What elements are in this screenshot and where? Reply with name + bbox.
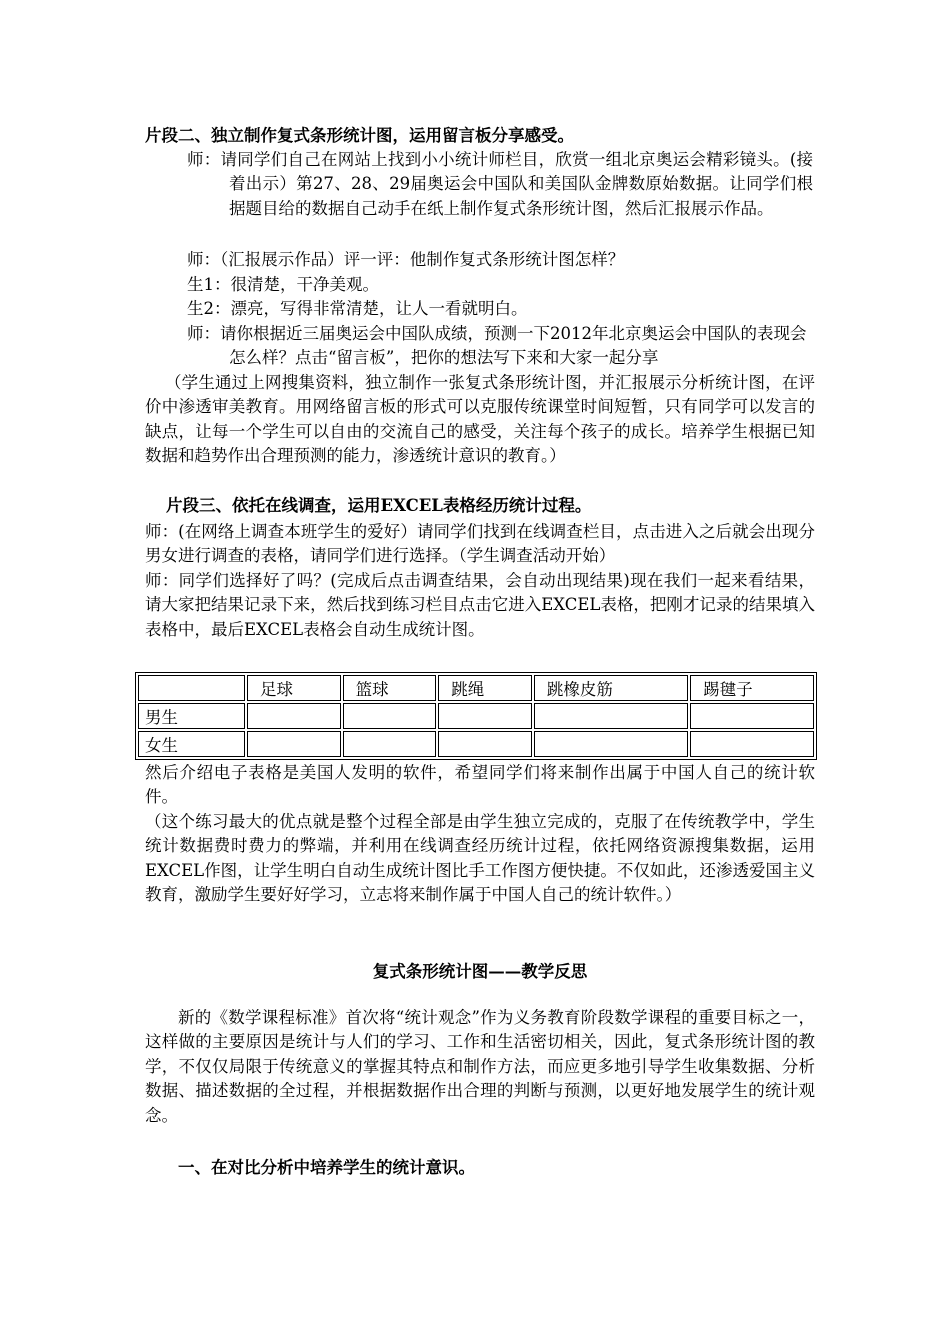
teacher-line-2: 师：（汇报展示作品）评一评：他制作复式条形统计图怎样？ bbox=[187, 250, 625, 269]
row-label-girls: 女生 bbox=[138, 731, 245, 757]
table-header-cell: 足球 bbox=[247, 675, 341, 701]
row-label-boys: 男生 bbox=[138, 703, 245, 729]
table-row bbox=[138, 731, 814, 757]
table-cell bbox=[438, 731, 532, 757]
student-line-2: 生2：漂亮，写得非常清楚，让人一看就明白。 bbox=[187, 299, 528, 318]
table-header-cell: 篮球 bbox=[343, 675, 437, 701]
table-cell bbox=[343, 731, 437, 757]
table-cell bbox=[690, 703, 814, 729]
segment2-note: （学生通过上网搜集资料，独立制作一张复式条形统计图，并汇报展示分析统计图，在评价中渗透审美教育。用网络留言板的形式可以克服传统课堂时间短暂，只有同学可以发言的缺点，让每一个学生可以自由的交流自己的感受，关注每个孩子的成长。培养学生根据已知数据和趋势作出合理预测的能力，渗透统计意识的教育。） bbox=[145, 373, 815, 466]
table-header-cell: 跳绳 bbox=[438, 675, 532, 701]
teacher-line-1: 师：请同学们自己在网站上找到小小统计师栏目，欣赏一组北京奥运会精彩镜头。(接着出示）第27、28、29届奥运会中国队和美国队金牌数原始数据。让同学们根据题目给的数据自己动手在纸上制作复式条形统计图，然后汇报展示作品。 bbox=[187, 150, 813, 218]
table-cell bbox=[534, 731, 688, 757]
after-paragraph-1: 然后介绍电子表格是美国人发明的软件，希望同学们将来制作出属于中国人自己的统计软件。 bbox=[145, 763, 815, 807]
table-cell bbox=[247, 703, 341, 729]
table-header-cell: 踢毽子 bbox=[690, 675, 814, 701]
table-cell bbox=[247, 731, 341, 757]
segment2-heading: 片段二、独立制作复式条形统计图，运用留言板分享感受。 bbox=[145, 126, 574, 145]
table-cell bbox=[690, 731, 814, 757]
reflection-body: 新的《数学课程标准》首次将“统计观念”作为义务教育阶段数学课程的重要目标之一，这样做的主要原因是统计与人们的学习、工作和生活密切相关，因此，复式条形统计图的教学，不仅仅局限于传统意义的掌握其特点和制作方法，而应更多地引导学生收集数据、分析数据、描述数据的全过程，并根据数据作出合理的判断与预测，以更好地发展学生的统计观念。 bbox=[145, 1008, 815, 1125]
table-cell bbox=[438, 703, 532, 729]
reflection-title: 复式条形统计图——教学反思 bbox=[372, 962, 588, 981]
table-cell bbox=[534, 703, 688, 729]
teacher-line-3: 师：请你根据近三届奥运会中国队成绩，预测一下2012年北京奥运会中国队的表现会怎么样？点击“留言板”，把你的想法写下来和大家一起分享 bbox=[187, 324, 807, 368]
after-paragraph-2: （这个练习最大的优点就是整个过程全部是由学生独立完成的，克服了在传统教学中，学生统计数据费时费力的弊端，并利用在线调查经历统计过程，依托网络资源搜集数据，运用EXCEL作图，让学生明白自动生成统计图比手工作图方便快捷。不仅如此，还渗透爱国主义教育，激励学生要好好学习，立志将来制作属于中国人自己的统计软件。） bbox=[145, 812, 815, 905]
table-row bbox=[138, 703, 814, 729]
segment3-heading: 片段三、依托在线调查，运用EXCEL表格经历统计过程。 bbox=[166, 496, 592, 515]
student-line-1: 生1：很清楚，干净美观。 bbox=[187, 275, 379, 294]
reflection-subheading-1: 一、在对比分析中培养学生的统计意识。 bbox=[178, 1158, 475, 1177]
table-cell bbox=[343, 703, 437, 729]
table-header-row bbox=[138, 675, 814, 701]
segment3-teacher-1: 师：(在网络上调查本班学生的爱好）请同学们找到在线调查栏目，点击进入之后就会出现分男女进行调查的表格，请同学们进行选择。（学生调查活动开始） bbox=[145, 522, 815, 566]
survey-table bbox=[135, 672, 817, 760]
table-corner-cell bbox=[138, 675, 245, 701]
segment3-teacher-2: 师：同学们选择好了吗？(完成后点击调查结果，会自动出现结果)现在我们一起来看结果，请大家把结果记录下来，然后找到练习栏目点击它进入EXCEL表格，把刚才记录的结果填入表格中，最后EXCEL表格会自动生成统计图。 bbox=[145, 571, 815, 639]
table-header-cell: 跳橡皮筋 bbox=[534, 675, 688, 701]
